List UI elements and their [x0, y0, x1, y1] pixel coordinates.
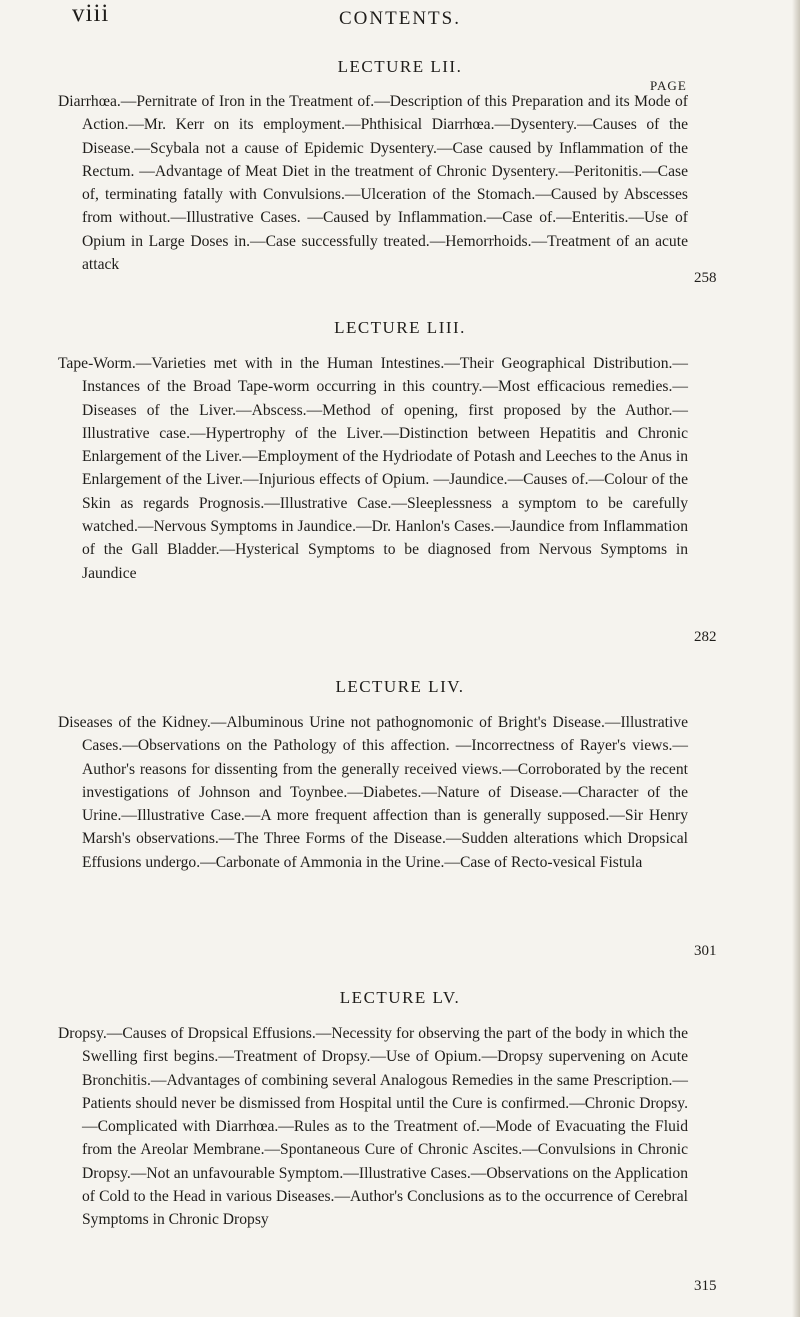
page-number: 258 — [694, 270, 717, 286]
page-number: 315 — [694, 1278, 717, 1294]
lecture-summary: Diarrhœa.—Pernitrate of Iron in the Treatment of.—Description of this Preparation and its Mode of Action.—Mr. Kerr on its employment.—Phthisical Diarrhœa.—Dysentery.—Causes of the Disease.—Scybala not a cause of Epidemic Dysentery.—Case caused by Inflammation of the Rectum. —Advantage of Meat Diet in the treatment of Chronic Dysentery.—Peritonitis.—Case of, terminating fatally with Convulsions.—Ulceration of the Stomach.—Caused by Abscesses from without.—Illustrative Cases. —Caused by Inflammation.—Case of.—Enteritis.—Use of Opium in Large Doses in.—Case successfully treated.—Hemorrhoids.—Treatment of an acute attack — [58, 93, 688, 274]
page-column-label: PAGE — [650, 78, 687, 93]
page-number: 301 — [694, 943, 717, 959]
running-head: CONTENTS. — [339, 8, 461, 29]
lecture-title: LECTURE LIII. — [334, 318, 466, 337]
lecture-summary: Tape-Worm.—Varieties met with in the Human Intestines.—Their Geographical Distribution.—Instances of the Broad Tape-worm occurring in this country.—Most efficacious remedies.—Diseases of the Liver.—Abscess.—Method of opening, first proposed by the Author.—Illustrative case.—Hypertrophy of the Liver.—Distinction between Hepatitis and Chronic Enlargement of the Liver.—Employment of the Hydriodate of Potash and Leeches to the Anus in Enlargement of the Liver.—Injurious effects of Opium. —Jaundice.—Causes of.—Colour of the Skin as regards Prognosis.—Illustrative Case.—Sleeplessness a symptom to be carefully watched.—Nervous Symptoms in Jaundice.—Dr. Hanlon's Cases.—Jaundice from Inflammation of the Gall Bladder.—Hysterical Symptoms to be diagnosed from Nervous Symptoms in Jaundice — [58, 355, 688, 582]
lecture-title: LECTURE LV. — [339, 988, 461, 1007]
page-edge-shadow — [792, 0, 800, 1317]
lecture-summary: Dropsy.—Causes of Dropsical Effusions.—Necessity for observing the part of the body in which the Swelling first begins.—Treatment of Dropsy.—Use of Opium.—Dropsy supervening on Acute Bronchitis.—Advantages of combining several Analogous Remedies in the same Prescription.—Patients should never be dismissed from Hospital until the Cure is confirmed.—Chronic Dropsy.—Complicated with Diarrhœa.—Rules as to the Treatment of.—Mode of Evacuating the Fluid from the Areolar Membrane.—Spontaneous Cure of Chronic Ascites.—Convulsions in Chronic Dropsy.—Not an unfavourable Symptom.—Illustrative Cases.—Observations on the Application of Cold to the Head in various Diseases.—Author's Conclusions as to the occurrence of Cerebral Symptoms in Chronic Dropsy — [58, 1025, 688, 1229]
page-number: 282 — [694, 629, 717, 645]
lecture-summary: Diseases of the Kidney.—Albuminous Urine not pathognomonic of Bright's Disease.—Illustrative Cases.—Observations on the Pathology of this affection. —Incorrectness of Rayer's views.—Author's reasons for dissenting from the generally received views.—Corroborated by the recent investigations of Johnson and Toynbee.—Diabetes.—Nature of Disease.—Character of the Urine.—Illustrative Case.—A more frequent affection than is generally supposed.—Sir Henry Marsh's observations.—The Three Forms of the Disease.—Sudden alterations which Dropsical Effusions undergo.—Carbonate of Ammonia in the Urine.—Case of Recto-vesical Fistula — [58, 714, 688, 871]
lecture-title: LECTURE LII. — [337, 57, 463, 76]
lecture-title: LECTURE LIV. — [335, 677, 465, 696]
page-folio: viii — [72, 0, 110, 27]
